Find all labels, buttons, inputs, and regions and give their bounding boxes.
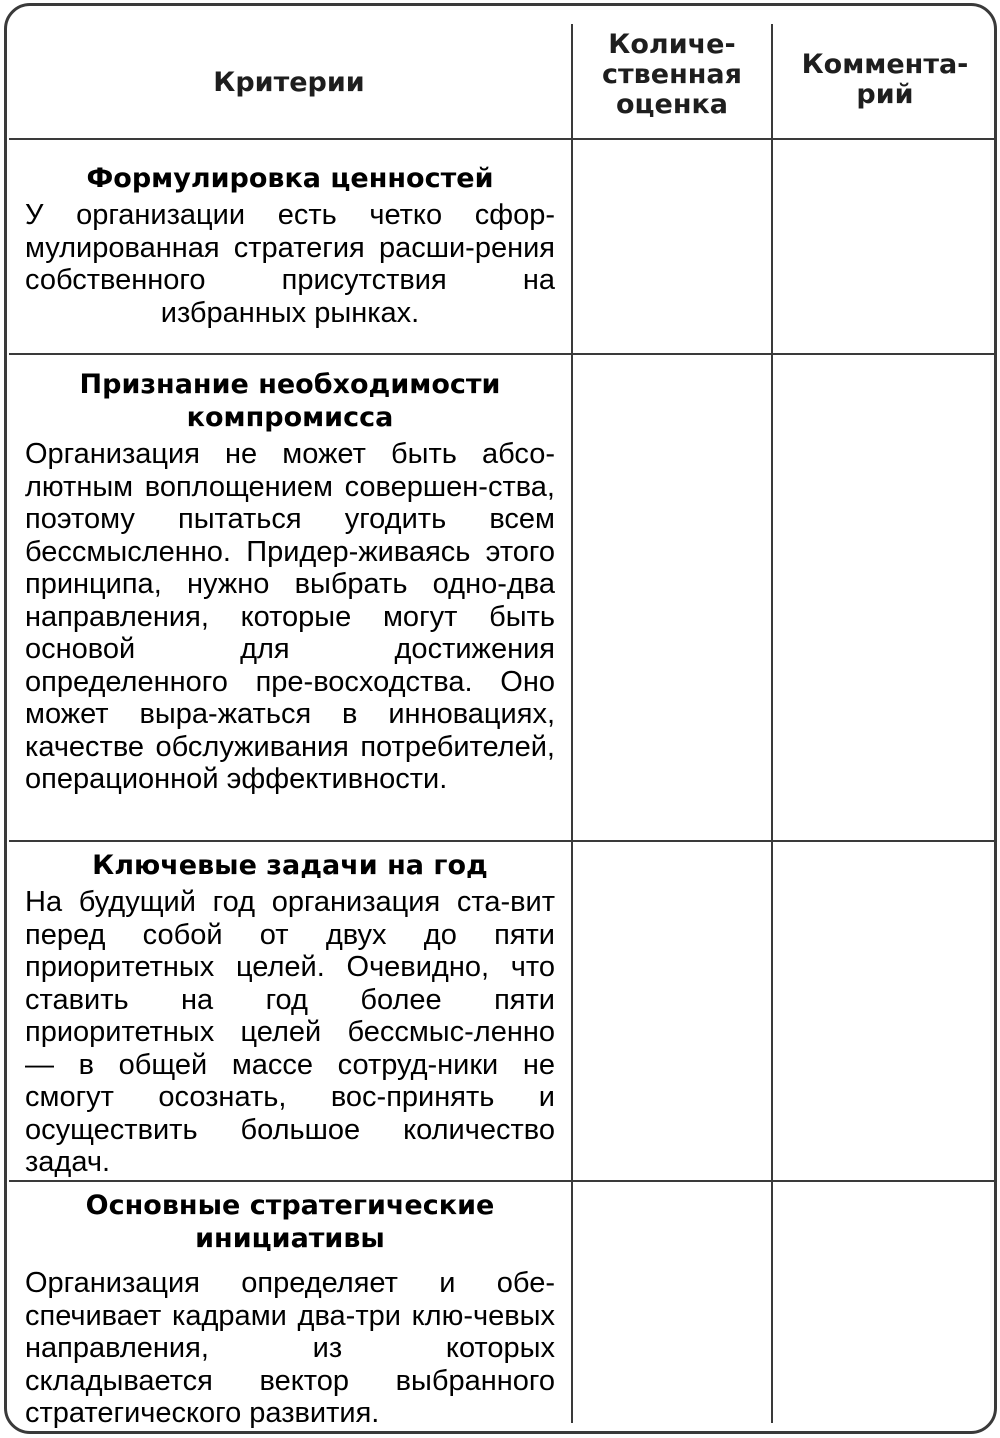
header-score: Количе- ственная оценка [602, 29, 742, 120]
criteria-row [25, 162, 555, 329]
criteria-title: Ключевые задачи на год [92, 850, 488, 881]
column-divider-comment [771, 24, 773, 1423]
column-divider-score [571, 24, 573, 1423]
criteria-title: Формулировка ценностей [86, 163, 494, 194]
row-divider [9, 353, 994, 355]
header-comment: Коммента- рий [801, 49, 969, 110]
criteria-description: У организации есть четко сфор-мулированная стратегия расши-рения собственного присутствия на избранных рынках. [25, 199, 555, 329]
row-divider [9, 1180, 994, 1182]
criteria-table [4, 3, 997, 1434]
row-divider [9, 840, 994, 842]
criteria-description: Организация определяет и обе-спечивает кадрами два-три клю-чевых направления, из которых складывается вектор выбранного стратегического развития. [25, 1267, 555, 1429]
criteria-row [25, 1189, 555, 1430]
criteria-row [25, 849, 555, 1179]
criteria-row [25, 368, 555, 796]
criteria-description: Организация не может быть абсо-лютным воплощением совершен-ства, поэтому пытаться угодить всем бессмысленно. Придер-живаясь этого принципа, нужно выбрать одно-два направления, которые могут быть основой для достижения определенного пре-восходства. Оно может выра-жаться в инновациях, качестве обслуживания потребителей, операционной эффективности. [25, 438, 555, 795]
criteria-title: Основные стратегические инициативы [85, 1190, 495, 1254]
header-criteria: Критерии [213, 67, 365, 98]
criteria-description: На будущий год организация ста-вит перед собой от двух до пяти приоритетных целей. Очевидно, что ставить на год более пяти приоритетных целей бессмыс-ленно — в общей массе сотруд-ники не смогут осознать, вос-принять и осуществить большое количество задач. [25, 886, 555, 1178]
criteria-title: Признание необходимости компромисса [79, 369, 501, 433]
